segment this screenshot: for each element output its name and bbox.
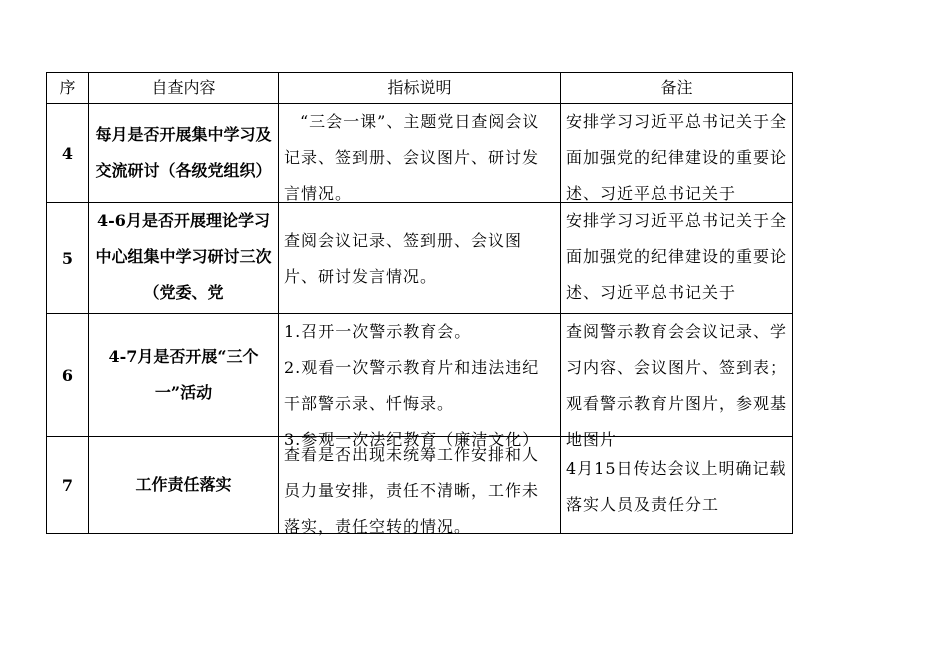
self-check-table bbox=[46, 72, 793, 534]
note-text: 安排学习习近平总书记关于全面加强党的纪律建设的重要论述、习近平总书记关于 bbox=[566, 112, 788, 203]
row-number: 6 bbox=[47, 314, 89, 437]
self-check-table-wrapper bbox=[46, 72, 793, 534]
check-item: 4-6月是否开展理论学习中心组集中学习研讨三次 （党委、党 bbox=[95, 211, 288, 302]
table-row bbox=[47, 203, 793, 314]
check-item: 每月是否开展集中学习及交流研讨（各级党组织） bbox=[89, 104, 279, 203]
indicator-text: 查看是否出现未统筹工作安排和人员力量安排，责任不清晰，工作未落实，责任空转的情况。 bbox=[284, 445, 540, 536]
note-text: 安排学习习近平总书记关于全面加强党的纪律建设的重要论述、习近平总书记关于 bbox=[566, 211, 788, 302]
indicator-cell bbox=[279, 203, 561, 314]
header-indicator: 指标说明 bbox=[279, 73, 561, 104]
note-cell bbox=[561, 203, 793, 314]
indicator-cell bbox=[279, 104, 561, 203]
note-cell bbox=[561, 314, 793, 449]
note-text: 查阅警示教育会会议记录、学习内容、会议图片、签到表；观看警示教育片图片，参观基地图片 bbox=[566, 322, 788, 449]
indicator-line: 2.观看一次警示教育片和违法违纪干部警示录、忏悔录。 bbox=[284, 358, 540, 413]
indicator-text: “三会一课”、主题党日查阅会议记录、签到册、会议图片、研讨发言情况。 bbox=[284, 112, 540, 203]
header-content: 自查内容 bbox=[89, 73, 279, 104]
header-seq: 序 bbox=[47, 73, 89, 104]
note-cell bbox=[561, 104, 793, 203]
indicator-line: 3.参观一次法纪教育（廉洁文化） bbox=[284, 430, 540, 449]
check-item: 4-7月是否开展“三个一”活动 bbox=[89, 314, 279, 437]
table-row bbox=[47, 314, 793, 437]
table-row bbox=[47, 104, 793, 203]
check-item: 工作责任落实 bbox=[89, 437, 279, 534]
row-number: 4 bbox=[47, 104, 89, 203]
note-text: 4月15日传达会议上明确记载落实人员及责任分工 bbox=[566, 459, 787, 514]
table-row bbox=[47, 437, 793, 534]
indicator-text: 查阅会议记录、签到册、会议图片、研讨发言情况。 bbox=[284, 231, 523, 286]
indicator-cell bbox=[279, 314, 561, 449]
indicator-line: 1.召开一次警示教育会。 bbox=[284, 322, 472, 341]
indicator-cell bbox=[279, 437, 561, 534]
header-note: 备注 bbox=[561, 73, 793, 104]
row-number: 5 bbox=[47, 203, 89, 314]
note-cell bbox=[561, 437, 793, 534]
check-item-cell bbox=[89, 203, 288, 314]
header-row bbox=[47, 73, 793, 104]
row-number: 7 bbox=[47, 437, 89, 534]
